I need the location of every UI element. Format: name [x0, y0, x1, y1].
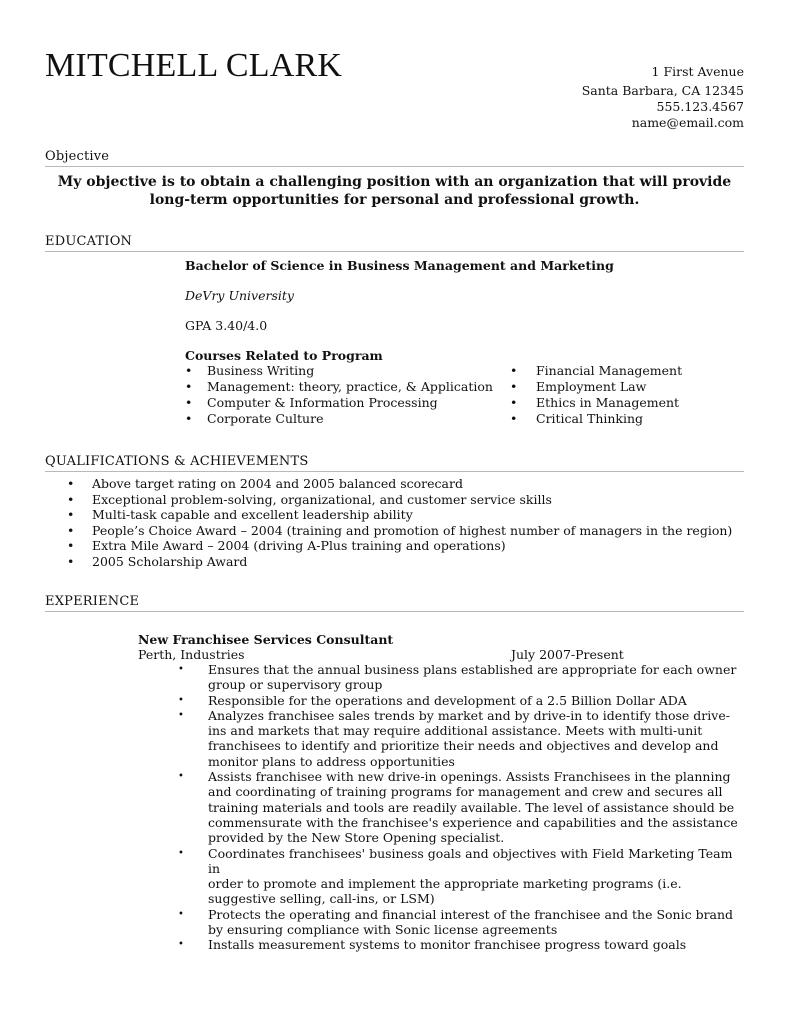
- course-label: Computer & Information Processing: [207, 395, 438, 410]
- duty-line: Ensures that the annual business plans established are appropriate for each owner: [208, 662, 737, 677]
- gpa: GPA 3.40/4.0: [185, 318, 268, 333]
- list-item: [178, 662, 748, 693]
- bullet-icon: •: [67, 538, 75, 553]
- bullet-icon: •: [67, 553, 75, 569]
- objective-line-2: long-term opportunities for personal and professional growth.: [149, 192, 640, 208]
- qualifications-heading: QUALIFICATIONS & ACHIEVEMENTS: [45, 454, 744, 472]
- list-item: [178, 708, 748, 769]
- duty-line: provided by the New Store Opening specialist.: [208, 830, 505, 846]
- bullet-icon: •: [510, 411, 518, 426]
- phone-number: 555.123.4567: [656, 99, 744, 114]
- bullet-icon: •: [67, 507, 75, 522]
- contact-block: [582, 64, 744, 131]
- job-title: New Franchisee Services Consultant: [138, 632, 394, 647]
- bullet-icon: •: [510, 363, 518, 378]
- courses-heading: Courses Related to Program: [185, 348, 383, 363]
- bullet-icon: •: [178, 664, 184, 675]
- experience-heading: EXPERIENCE: [45, 594, 744, 612]
- duty-line: Responsible for the operations and development of a 2.5 Billion Dollar ADA: [208, 692, 687, 708]
- list-item-text: Above target rating on 2004 and 2005 balanced scorecard: [92, 476, 463, 491]
- duty-line: monitor plans to address opportunities: [208, 753, 455, 769]
- duty-line: Installs measurement systems to monitor franchisee progress toward goals: [208, 937, 687, 953]
- education-heading: EDUCATION: [45, 234, 744, 252]
- list-item-text: People’s Choice Award – 2004 (training and promotion of highest number of managers in the region): [92, 522, 733, 538]
- course-label: Business Writing: [207, 363, 315, 378]
- duty-line: Coordinates franchisees' business goals and objectives with Field Marketing Team in: [208, 845, 733, 876]
- bullet-icon: •: [178, 771, 184, 783]
- course-item: [510, 395, 682, 411]
- list-item: [178, 846, 748, 907]
- duty-line: ins and markets that may require additional assistance. Meets with multi-unit: [208, 723, 703, 739]
- duty-line: franchisees to identify and prioritize their needs and objectives and develop and: [208, 738, 719, 754]
- objective-statement: [45, 173, 744, 209]
- bullet-icon: •: [178, 908, 184, 920]
- course-item: [185, 411, 493, 427]
- duty-line: order to promote and implement the appropriate marketing programs (i.e.: [208, 876, 682, 892]
- list-item: [67, 554, 732, 570]
- duty-line: by ensuring compliance with Sonic license agreements: [208, 922, 558, 938]
- school-name: DeVry University: [185, 288, 294, 303]
- duty-line: group or supervisory group: [208, 677, 383, 693]
- bullet-icon: •: [185, 379, 193, 394]
- course-item: [185, 363, 493, 379]
- course-item: [185, 379, 493, 395]
- list-item: [178, 769, 748, 845]
- course-label: Ethics in Management: [536, 395, 680, 410]
- list-item-text: Extra Mile Award – 2004 (driving A-Plus training and operations): [92, 538, 506, 553]
- list-item-text: 2005 Scholarship Award: [92, 553, 248, 569]
- bullet-icon: •: [185, 411, 193, 426]
- course-item: [510, 411, 682, 427]
- duty-line: suggestive selling, call-ins, or LSM): [208, 891, 435, 907]
- list-item: [67, 523, 732, 539]
- courses-right-column: [510, 363, 682, 427]
- duty-line: training materials and tools are readily available. The level of assistance should be: [208, 799, 735, 815]
- degree-title: Bachelor of Science in Business Management and Marketing: [185, 258, 614, 273]
- bullet-icon: •: [510, 395, 518, 410]
- course-label: Corporate Culture: [207, 411, 324, 426]
- bullet-icon: •: [67, 476, 75, 491]
- course-label: Employment Law: [536, 379, 647, 394]
- course-item: [510, 379, 682, 395]
- bullet-icon: •: [67, 491, 75, 507]
- bullet-icon: •: [185, 363, 193, 378]
- list-item: [178, 693, 748, 708]
- bullet-icon: •: [178, 694, 184, 706]
- list-item: [178, 937, 748, 952]
- qualifications-list: [67, 476, 732, 569]
- course-item: [185, 395, 493, 411]
- objective-heading: Objective: [45, 149, 744, 167]
- duty-line: commensurate with the franchisee's experience and capabilities and the assistance: [208, 814, 738, 830]
- candidate-name: MITCHELL CLARK: [45, 47, 343, 84]
- bullet-icon: •: [67, 522, 75, 538]
- list-item: [67, 476, 732, 492]
- list-item: [67, 492, 732, 508]
- address-line-2: Santa Barbara, CA 12345: [581, 83, 744, 98]
- list-item: [67, 507, 732, 523]
- job-dates: July 2007-Present: [511, 647, 624, 662]
- course-label: Financial Management: [536, 363, 683, 378]
- address-line-1: 1 First Avenue: [651, 64, 744, 79]
- email-address: name@email.com: [631, 115, 744, 130]
- list-item-text: Multi-task capable and excellent leadership ability: [92, 507, 413, 522]
- bullet-icon: •: [510, 379, 518, 394]
- course-label: Critical Thinking: [536, 411, 644, 426]
- bullet-icon: •: [185, 395, 193, 410]
- duty-line: Analyzes franchisee sales trends by market and by drive-in to identify those drive-: [208, 707, 730, 723]
- list-item: [67, 538, 732, 554]
- bullet-icon: •: [178, 939, 184, 951]
- bullet-icon: •: [178, 847, 184, 859]
- objective-line-1: My objective is to obtain a challenging position with an organization that will provide: [57, 174, 732, 190]
- job-company: Perth, Industries: [138, 647, 245, 662]
- courses-left-column: [185, 363, 493, 427]
- course-label: Management: theory, practice, & Application: [207, 379, 493, 394]
- list-item: [178, 907, 748, 938]
- job-duties-list: [178, 662, 748, 953]
- duty-line: and coordinating of training programs for management and crew and secures all: [208, 784, 723, 800]
- bullet-icon: •: [178, 709, 184, 721]
- course-item: [510, 363, 682, 379]
- duty-line: Assists franchisee with new drive-in openings. Assists Franchisees in the planning: [208, 769, 731, 785]
- list-item-text: Exceptional problem-solving, organizational, and customer service skills: [92, 491, 552, 507]
- duty-line: Protects the operating and financial interest of the franchisee and the Sonic brand: [208, 906, 734, 922]
